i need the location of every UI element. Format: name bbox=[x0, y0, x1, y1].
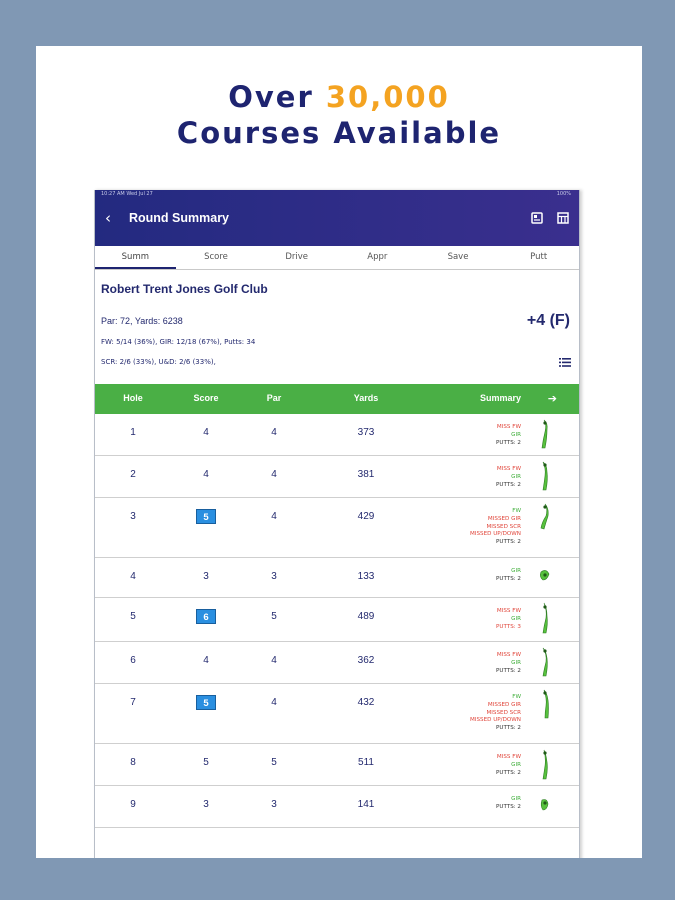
promo-headline-line2: Courses Available bbox=[176, 116, 502, 150]
summary-line: MISS FW bbox=[496, 652, 521, 658]
tab-putt[interactable]: Putt bbox=[530, 252, 548, 262]
hole-list bbox=[95, 414, 579, 828]
summary-line: PUTTS: 2 bbox=[496, 667, 521, 674]
hole-number: 3 bbox=[130, 511, 136, 522]
tablet-screen bbox=[94, 190, 580, 858]
bogey-score-badge: 5 bbox=[196, 695, 216, 710]
promo-accent-number: 30,000 bbox=[325, 80, 450, 114]
stat-line-fw-gir-putts: FW: 5/14 (36%), GIR: 12/18 (67%), Putts: 34 bbox=[101, 338, 256, 346]
chevron-left-icon[interactable]: ‹ bbox=[105, 209, 111, 227]
hole-yards: 429 bbox=[357, 511, 375, 522]
scorecard-icon[interactable] bbox=[531, 212, 543, 224]
summary-line: PUTTS: 2 bbox=[496, 439, 521, 446]
hole-score bbox=[185, 757, 227, 768]
promo-text: Over bbox=[228, 80, 326, 114]
status-bar-left: 10:27 AM Wed Jul 27 bbox=[101, 191, 153, 197]
hole-summary bbox=[470, 694, 521, 733]
grid-icon[interactable] bbox=[557, 212, 569, 224]
hole-par: 4 bbox=[271, 427, 277, 438]
hole-summary bbox=[496, 608, 521, 631]
hole-yards: 432 bbox=[357, 697, 375, 708]
hole-yards: 489 bbox=[357, 611, 375, 622]
header-summary: Summary bbox=[479, 393, 521, 403]
summary-line: PUTTS: 3 bbox=[496, 623, 521, 630]
hole-summary bbox=[496, 568, 521, 584]
hole-yards: 373 bbox=[357, 427, 375, 438]
summary-line: MISSED GIR bbox=[487, 701, 521, 708]
summary-line: GIR bbox=[511, 473, 521, 480]
hole-summary bbox=[496, 652, 521, 675]
list-icon[interactable] bbox=[559, 358, 571, 367]
summary-line: MISSED GIR bbox=[487, 515, 521, 522]
table-row[interactable] bbox=[95, 558, 579, 598]
hole-number: 5 bbox=[130, 611, 136, 622]
summary-line: MISSED SCR bbox=[486, 709, 521, 716]
hole-number: 6 bbox=[130, 655, 136, 666]
header-yards: Yards bbox=[353, 393, 379, 403]
hole-score bbox=[185, 611, 227, 624]
summary-line: PUTTS: 2 bbox=[496, 539, 521, 546]
course-name: Robert Trent Jones Golf Club bbox=[101, 282, 268, 296]
hole-score bbox=[185, 511, 227, 524]
bogey-score-badge: 5 bbox=[196, 509, 216, 524]
hole-par: 5 bbox=[271, 757, 277, 768]
summary-line: GIR bbox=[511, 761, 521, 768]
tab-score[interactable]: Score bbox=[204, 252, 228, 262]
tab-drive[interactable]: Drive bbox=[285, 252, 309, 262]
hole-yards: 141 bbox=[357, 799, 375, 810]
header-hole: Hole bbox=[123, 393, 143, 403]
hole-score bbox=[185, 655, 227, 666]
hole-summary bbox=[496, 424, 521, 447]
table-row[interactable] bbox=[95, 642, 579, 684]
table-row[interactable] bbox=[95, 414, 579, 456]
hole-score bbox=[185, 571, 227, 582]
score-value: 4 bbox=[203, 469, 209, 480]
hole-par: 4 bbox=[271, 697, 277, 708]
hole-score bbox=[185, 697, 227, 710]
hole-number: 4 bbox=[130, 571, 136, 582]
hole-summary bbox=[496, 796, 521, 812]
score-value: 3 bbox=[203, 799, 209, 810]
hole-map-icon[interactable] bbox=[537, 460, 551, 492]
hole-number: 7 bbox=[130, 697, 136, 708]
summary-line: MISSED UP/DOWN bbox=[470, 717, 521, 724]
summary-line: MISS FW bbox=[496, 754, 521, 760]
hole-yards: 362 bbox=[357, 655, 375, 666]
summary-line: GIR bbox=[511, 568, 521, 574]
summary-line: PUTTS: 2 bbox=[496, 575, 521, 582]
hole-map-icon[interactable] bbox=[537, 602, 551, 634]
summary-line: GIR bbox=[511, 659, 521, 666]
summary-line: GIR bbox=[511, 431, 521, 438]
table-row[interactable] bbox=[95, 744, 579, 786]
hole-par: 4 bbox=[271, 469, 277, 480]
table-row[interactable] bbox=[95, 786, 579, 828]
summary-line: MISS FW bbox=[496, 466, 521, 472]
hole-number: 8 bbox=[130, 757, 136, 768]
summary-line: MISSED UP/DOWN bbox=[470, 531, 521, 538]
table-header bbox=[95, 384, 579, 414]
tab-bar bbox=[95, 246, 579, 270]
summary-line: PUTTS: 2 bbox=[496, 725, 521, 732]
hole-par: 3 bbox=[271, 571, 277, 582]
summary-line: GIR bbox=[511, 615, 521, 622]
table-row[interactable] bbox=[95, 598, 579, 642]
summary-line: FW bbox=[512, 694, 521, 700]
hole-score bbox=[185, 799, 227, 810]
summary-line: MISS FW bbox=[496, 608, 521, 614]
hole-yards: 511 bbox=[358, 757, 374, 768]
hole-map-icon[interactable] bbox=[537, 418, 551, 450]
score-value: 4 bbox=[203, 427, 209, 438]
header-par: Par bbox=[266, 393, 282, 403]
arrow-right-icon[interactable]: ➔ bbox=[547, 392, 557, 405]
score-value: 3 bbox=[203, 571, 209, 582]
summary-line: PUTTS: 2 bbox=[496, 481, 521, 488]
summary-line: FW bbox=[512, 508, 521, 514]
par-yards: Par: 72, Yards: 6238 bbox=[101, 316, 183, 326]
score-value: 5 bbox=[203, 757, 209, 768]
hole-score bbox=[185, 427, 227, 438]
stat-line-scr-ud: SCR: 2/6 (33%), U&D: 2/6 (33%), bbox=[101, 358, 216, 366]
hole-map-icon[interactable] bbox=[537, 646, 551, 678]
hole-map-icon[interactable] bbox=[537, 502, 551, 534]
summary-line: MISSED SCR bbox=[486, 523, 521, 530]
hole-summary bbox=[470, 508, 521, 547]
page-title: Round Summary bbox=[129, 211, 230, 225]
header-score: Score bbox=[193, 393, 219, 403]
table-row[interactable] bbox=[95, 456, 579, 498]
hole-par: 4 bbox=[271, 655, 277, 666]
overall-score: +4 (F) bbox=[526, 312, 570, 329]
hole-number: 1 bbox=[130, 427, 136, 438]
bogey-score-badge: 6 bbox=[196, 609, 216, 624]
hole-map-icon[interactable] bbox=[537, 748, 551, 780]
hole-number: 9 bbox=[130, 799, 136, 810]
table-row[interactable] bbox=[95, 498, 579, 558]
hole-score bbox=[185, 469, 227, 480]
hole-summary bbox=[496, 754, 521, 777]
hole-map-icon[interactable] bbox=[537, 790, 551, 822]
tab-save[interactable]: Save bbox=[447, 252, 469, 262]
hole-par: 5 bbox=[271, 611, 277, 622]
app-bar bbox=[95, 190, 579, 246]
summary-line: MISS FW bbox=[496, 424, 521, 430]
table-row[interactable] bbox=[95, 684, 579, 744]
hole-yards: 381 bbox=[357, 469, 375, 480]
score-value: 4 bbox=[203, 655, 209, 666]
hole-summary bbox=[496, 466, 521, 489]
summary-line: GIR bbox=[511, 796, 521, 802]
tab-summ[interactable]: Summ bbox=[95, 246, 176, 269]
summary-line: PUTTS: 2 bbox=[496, 769, 521, 776]
hole-par: 4 bbox=[271, 511, 277, 522]
tab-appr[interactable]: Appr bbox=[367, 252, 388, 262]
promo-headline-line1 bbox=[36, 80, 642, 114]
hole-par: 3 bbox=[271, 799, 277, 810]
hole-map-icon[interactable] bbox=[537, 562, 551, 594]
hole-number: 2 bbox=[130, 469, 136, 480]
hole-yards: 133 bbox=[357, 571, 375, 582]
hole-map-icon[interactable] bbox=[537, 688, 551, 720]
promo-card bbox=[36, 46, 642, 858]
summary-line: PUTTS: 2 bbox=[496, 803, 521, 810]
status-bar-right: 100% bbox=[556, 191, 571, 197]
